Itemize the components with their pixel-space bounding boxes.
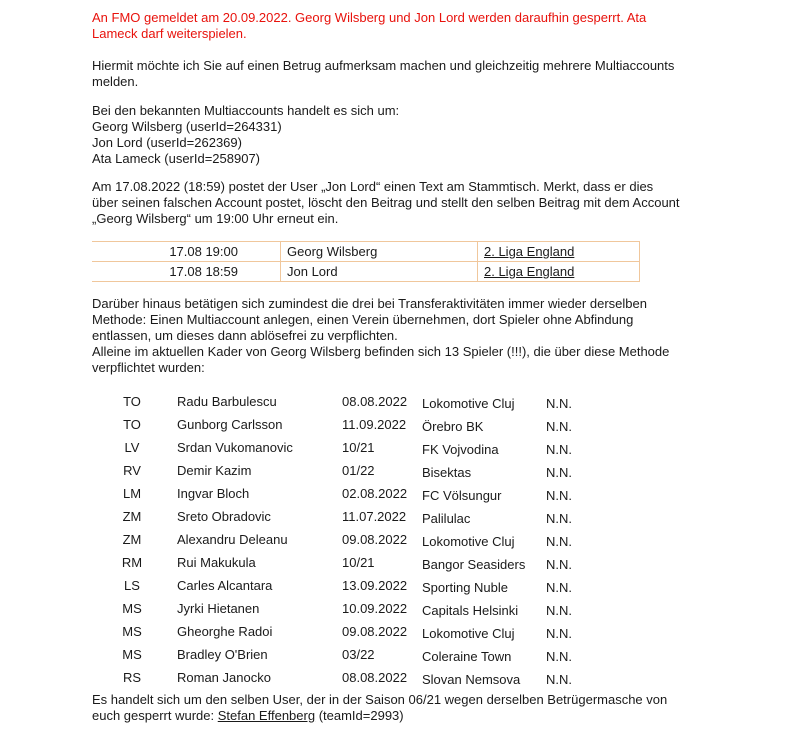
player-club: Lokomotive Cluj bbox=[422, 533, 515, 549]
player-position: ZM bbox=[122, 509, 142, 524]
player-fee: N.N. bbox=[546, 648, 572, 664]
player-club: Coleraine Town bbox=[422, 648, 512, 664]
account-item: Georg Wilsberg (userId=264331) bbox=[92, 119, 282, 134]
intro-line: Hiermit möchte ich Sie auf einen Betrug aufmerksam machen und gleichzeitig mehrere Multiaccounts bbox=[92, 58, 675, 73]
player-club: Capitals Helsinki bbox=[422, 602, 519, 618]
player-club: Lokomotive Cluj bbox=[422, 395, 515, 411]
method-line: verpflichtet wurden: bbox=[92, 360, 205, 375]
account-item: Jon Lord (userId=262369) bbox=[92, 135, 242, 150]
post-time: 17.08 18:59 bbox=[92, 262, 281, 282]
post-user: Georg Wilsberg bbox=[281, 242, 478, 262]
method-line: Darüber hinaus betätigen sich zumindest die drei bei Transferaktivitäten immer wieder derselben bbox=[92, 296, 647, 311]
player-name: Roman Janocko bbox=[177, 670, 271, 685]
player-date: 10/21 bbox=[342, 555, 375, 570]
player-club: Bisektas bbox=[422, 464, 472, 480]
player-name: Rui Makukula bbox=[177, 555, 256, 570]
notice-line: Lameck darf weiterspielen. bbox=[92, 26, 247, 41]
player-position: RM bbox=[121, 555, 143, 570]
table-row bbox=[112, 551, 572, 574]
player-date: 10/21 bbox=[342, 440, 375, 455]
player-position: TO bbox=[123, 394, 141, 409]
incident-paragraph bbox=[92, 179, 712, 227]
player-date: 11.09.2022 bbox=[342, 417, 407, 432]
closing-line: Es handelt sich um den selben User, der in der Saison 06/21 wegen derselben Betrügermasche von bbox=[92, 692, 668, 707]
account-item: Ata Lameck (userId=258907) bbox=[92, 151, 261, 166]
player-fee: N.N. bbox=[546, 395, 572, 411]
method-line: entlassen, um dieses dann ablösefrei zu verpflichten. bbox=[92, 328, 398, 343]
table-row bbox=[112, 413, 572, 436]
player-name: Sreto Obradovic bbox=[177, 509, 271, 524]
player-fee: N.N. bbox=[546, 671, 572, 687]
player-position: LM bbox=[122, 486, 142, 501]
player-club: FC Völsungur bbox=[422, 487, 502, 503]
player-name: Gunborg Carlsson bbox=[177, 417, 283, 432]
player-name: Alexandru Deleanu bbox=[177, 532, 288, 547]
player-date: 09.08.2022 bbox=[342, 532, 408, 547]
player-position: MS bbox=[122, 601, 142, 616]
player-name: Gheorghe Radoi bbox=[177, 624, 273, 639]
table-row bbox=[112, 643, 572, 666]
player-club: Bangor Seasiders bbox=[422, 556, 526, 572]
player-fee: N.N. bbox=[546, 625, 572, 641]
player-fee: N.N. bbox=[546, 533, 572, 549]
player-club: FK Vojvodina bbox=[422, 441, 499, 457]
player-name: Demir Kazim bbox=[177, 463, 252, 478]
accounts-paragraph bbox=[92, 103, 712, 167]
player-fee: N.N. bbox=[546, 418, 572, 434]
table-row bbox=[112, 597, 572, 620]
table-row bbox=[112, 528, 572, 551]
table-row bbox=[112, 666, 572, 689]
player-position: MS bbox=[122, 647, 142, 662]
post-forum-cell bbox=[478, 262, 640, 282]
player-position: MS bbox=[122, 624, 142, 639]
incident-line: über seinen falschen Account postet, löscht den Beitrag und stellt den selben Beitrag mit dem Account bbox=[92, 195, 680, 210]
post-forum-cell bbox=[478, 242, 640, 262]
player-name: Jyrki Hietanen bbox=[177, 601, 260, 616]
intro-line: melden. bbox=[92, 74, 139, 89]
player-date: 11.07.2022 bbox=[342, 509, 407, 524]
method-line: Methode: Einen Multiaccount anlegen, einen Verein übernehmen, dort Spieler ohne Abfindung bbox=[92, 312, 634, 327]
player-club: Lokomotive Cluj bbox=[422, 625, 515, 641]
forum-link[interactable]: 2. Liga England bbox=[484, 264, 575, 279]
table-row bbox=[92, 242, 640, 262]
player-position: TO bbox=[123, 417, 141, 432]
player-fee: N.N. bbox=[546, 602, 572, 618]
table-row bbox=[112, 390, 572, 413]
player-date: 01/22 bbox=[342, 463, 375, 478]
player-date: 03/22 bbox=[342, 647, 375, 662]
player-fee: N.N. bbox=[546, 510, 572, 526]
player-name: Carles Alcantara bbox=[177, 578, 273, 593]
player-fee: N.N. bbox=[546, 464, 572, 480]
player-name: Srdan Vukomanovic bbox=[177, 440, 293, 455]
table-row bbox=[112, 436, 572, 459]
player-date: 13.09.2022 bbox=[342, 578, 408, 593]
post-time: 17.08 19:00 bbox=[92, 242, 281, 262]
table-row bbox=[112, 459, 572, 482]
player-position: LV bbox=[124, 440, 140, 455]
player-fee: N.N. bbox=[546, 441, 572, 457]
incident-line: „Georg Wilsberg“ um 19:00 Uhr erneut ein. bbox=[92, 211, 339, 226]
player-club: Örebro BK bbox=[422, 418, 484, 434]
user-link[interactable]: Stefan Effenberg bbox=[217, 708, 316, 723]
player-fee: N.N. bbox=[546, 556, 572, 572]
closing-prefix: euch gesperrt wurde: bbox=[92, 708, 218, 723]
table-row bbox=[112, 574, 572, 597]
player-name: Ingvar Bloch bbox=[177, 486, 250, 501]
player-position: LS bbox=[124, 578, 140, 593]
table-row bbox=[112, 620, 572, 643]
closing-line bbox=[92, 708, 712, 724]
method-line: Alleine im aktuellen Kader von Georg Wilsberg befinden sich 13 Spieler (!!!), die über diese Methode bbox=[92, 344, 670, 359]
player-position: RS bbox=[122, 670, 142, 685]
incident-line: Am 17.08.2022 (18:59) postet der User „Jon Lord“ einen Text am Stammtisch. Merkt, dass er dies bbox=[92, 179, 654, 194]
post-user: Jon Lord bbox=[281, 262, 478, 282]
player-name: Radu Barbulescu bbox=[177, 394, 277, 409]
notice-line: An FMO gemeldet am 20.09.2022. Georg Wilsberg und Jon Lord werden daraufhin gesperrt. Ata bbox=[92, 10, 647, 25]
intro-paragraph bbox=[92, 58, 712, 90]
forum-link[interactable]: 2. Liga England bbox=[484, 244, 575, 259]
player-date: 08.08.2022 bbox=[342, 670, 408, 685]
player-date: 02.08.2022 bbox=[342, 486, 408, 501]
table-row bbox=[112, 505, 572, 528]
player-club: Slovan Nemsova bbox=[422, 671, 521, 687]
player-name: Bradley O'Brien bbox=[177, 647, 268, 662]
table-row bbox=[112, 482, 572, 505]
player-fee: N.N. bbox=[546, 579, 572, 595]
player-club: Sporting Nuble bbox=[422, 579, 508, 595]
posts-table bbox=[92, 241, 640, 282]
player-fee: N.N. bbox=[546, 487, 572, 503]
closing-suffix: (teamId=2993) bbox=[315, 708, 404, 723]
player-position: RV bbox=[123, 463, 141, 478]
player-date: 09.08.2022 bbox=[342, 624, 408, 639]
accounts-heading: Bei den bekannten Multiaccounts handelt es sich um: bbox=[92, 103, 400, 118]
player-club: Palilulac bbox=[422, 510, 471, 526]
method-paragraph bbox=[92, 296, 712, 376]
table-row bbox=[92, 262, 640, 282]
player-position: ZM bbox=[122, 532, 142, 547]
players-table bbox=[112, 390, 572, 689]
moderation-notice bbox=[92, 10, 712, 42]
player-date: 10.09.2022 bbox=[342, 601, 408, 616]
closing-paragraph bbox=[92, 692, 712, 724]
player-date: 08.08.2022 bbox=[342, 394, 408, 409]
